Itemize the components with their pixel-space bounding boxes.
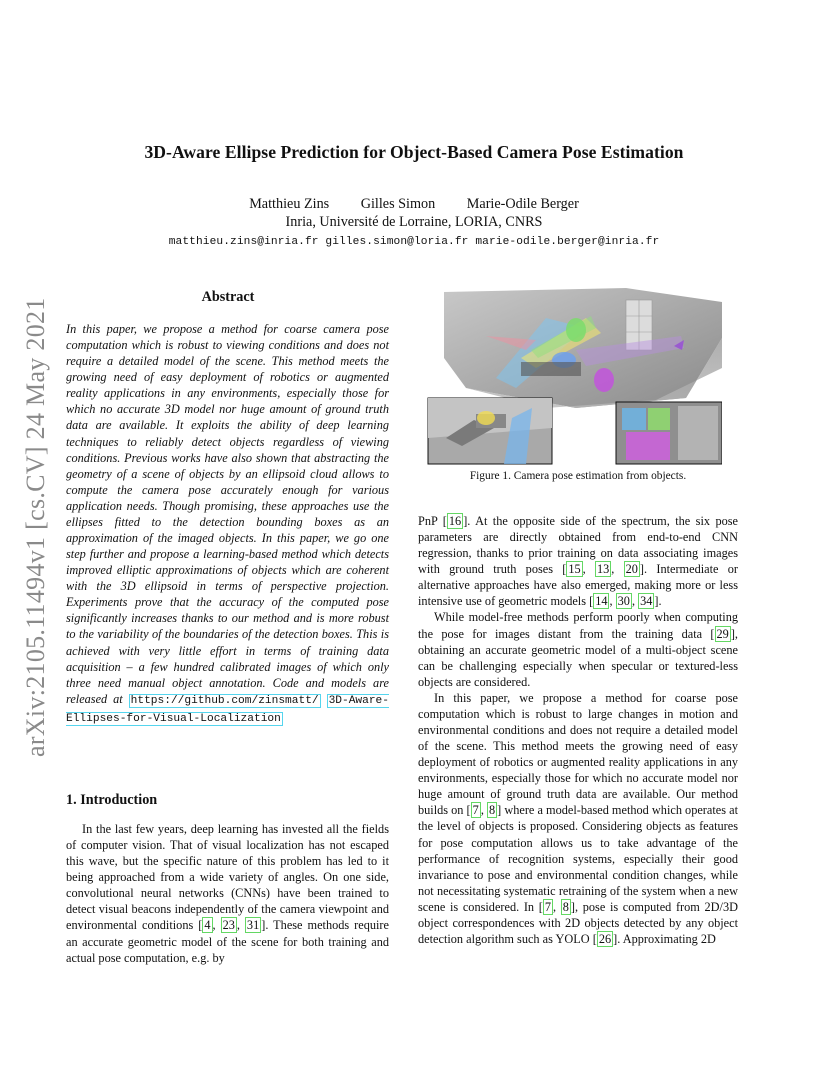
citation-link[interactable]: 16 — [448, 514, 462, 528]
intro-text: ]. These methods require an accurate geometric model of the scene for both training and actual pose computation, e.g. by — [66, 918, 389, 965]
arxiv-watermark: arXiv:2105.11494v1 [cs.CV] 24 May 2021 — [21, 297, 50, 757]
citation-link[interactable]: 23 — [222, 918, 235, 933]
paper-title: 3D-Aware Ellipse Prediction for Object-Based Camera Pose Estimation — [144, 142, 684, 162]
citation-link[interactable]: 13 — [597, 562, 610, 577]
body-text: ]. Intermediate or alternative approaches have also emerged, making more or less intensive use of geometric models [ — [418, 562, 738, 609]
main-render — [444, 288, 722, 408]
body-text: ], obtaining an accurate geometric model of a multi-object scene can be challenging especially when specular or textured-less objects are considered. — [418, 626, 738, 689]
citation-link[interactable]: 7 — [472, 803, 479, 818]
author-name: Gilles Simon — [360, 196, 436, 212]
citation-link[interactable]: 14 — [595, 594, 608, 609]
abstract-body — [66, 321, 389, 727]
body-text: PnP [ — [418, 514, 447, 528]
body-text: ]. Approximating 2D — [613, 932, 716, 947]
author-emails[interactable]: matthieu.zins@inria.fr gilles.simon@loria.fr marie-odile.berger@inria.fr — [168, 236, 660, 248]
inset-right — [616, 402, 722, 464]
author-name: Marie-Odile Berger — [466, 196, 579, 212]
citation-link[interactable]: 15 — [568, 562, 581, 577]
citation-link[interactable]: 8 — [488, 803, 496, 818]
citation-link[interactable]: 7 — [544, 899, 551, 914]
affiliation: Inria, Université de Lorraine, LORIA, CNRS — [285, 214, 543, 230]
citation-link[interactable]: 31 — [246, 918, 260, 933]
author-list — [0, 196, 828, 213]
body-text: While model-free methods perform poorly when computing the pose for images distant from the training data [ — [418, 610, 738, 641]
intro-text: In the last few years, deep learning has invested all the fields of computer vision. That of visual localization has not escaped this wave, but the specific nature of this problem has led to it being approached from a wide variety of angles. On one side, convolutional neural networks (CNNs) have been trained to detect visual beacons independently of the camera viewpoint and environmental conditions [ — [66, 822, 389, 933]
body-text: ]. At the opposite side of the spectrum, the six pose parameters are directly obtained from end-to-end CNN regression, thanks to prior training on data associating images with ground truth poses [ — [418, 514, 738, 577]
citation-link[interactable]: 8 — [562, 899, 569, 914]
inset-left — [428, 398, 552, 464]
figure-caption: Figure 1. Camera pose estimation from objects. — [469, 470, 687, 482]
intro-left-column: In the last few years, deep learning has invested all the fields of computer vision. That of visual localization has not escaped this wave, but the specific nature of this problem has led to it being approached from a wide variety of angles. On one side, convolutional neural networks (CNNs) have been trained to detect visual beacons independently of the camera viewpoint and environmental conditions [ 4 , 23 , 31 ]. These methods require an accurate geometric model of the scene for both training and actual pose computation, e.g. by — [66, 822, 389, 965]
figure-1-image — [426, 288, 722, 466]
citation-link[interactable]: 26 — [598, 932, 612, 947]
body-text: ] where a model-based method which operates at the level of objects is proposed. Considering objects as features for pose computation allows us to take advantage of the performance of recognition systems, especially their good invariance to pose and environmental condition changes, while not necessitating systematic retraining of the system when a new scene is considered. In [ — [418, 803, 738, 914]
abstract-text: In this paper, we propose a method for coarse camera pose computation which is robust to viewing conditions and does not require a detailed model of the scene. This method meets the growing need of easy deployment of robotics or augmented reality applications in any environments, especially those for which no accurate 3D model nor huge amount of ground truth data are available. It exploits the ability of deep learning techniques to reliably detect objects regardless of viewing conditions. Previous works have also shown that abstracting the geometry of a scene of objects by an ellipsoid cloud allows to compute the camera pose accurately enough for various application needs. Though promising, these approaches use the ellipses fitted to the detection bounding boxes as an approximation of the imaged objects. In this paper, we go one step further and propose a learning-based method which detects improved elliptic approximations of objects which are coherent with the 3D ellipsoid in terms of perspective projection. Experiments prove that the accuracy of the computed pose significantly increases thanks to our method and is more robust to the variability of the boundaries of the detection boxes. This is achieved with very little effort in terms of training data acquisition – a few hundred calibrated images of which only three need manual object annotation. Code and models are released at — [66, 322, 389, 706]
author-name: Matthieu Zins — [249, 196, 330, 212]
citation-link[interactable]: 4 — [204, 918, 211, 933]
citation-link[interactable]: 30 — [617, 594, 630, 609]
citation-link[interactable]: 20 — [625, 562, 638, 577]
citation-link[interactable]: 34 — [640, 594, 653, 609]
body-text: In this paper, we propose a method for coarse pose computation which is robust to large changes in motion and environmental conditions and does not require a detailed model of the scene. This method meets the growing need of easy deployment of robotics or augmented reality applications in any environments, especially those for which no accurate model nor huge amount of ground truth data are available. Our method builds on [ — [418, 690, 738, 818]
body-text: ]. — [654, 594, 662, 609]
abstract-heading: Abstract — [201, 289, 255, 305]
code-link[interactable]: https://github.com/zinsmatt/ — [130, 694, 319, 707]
citation-link[interactable]: 29 — [716, 626, 729, 641]
section-heading: 1. Introduction — [66, 792, 158, 808]
code-link[interactable]: 3D-Aware-Ellipses-for-Visual-Localization — [66, 694, 389, 725]
intro-right-column: PnP [ 16 ]. At the opposite side of the spectrum, the six pose parameters are directly obtained from end-to-end CNN regression, thanks to prior training on data associating images with ground truth poses [ 15 , 13 , 20 ]. Intermediate or alternative approaches have also emerged, making more or less intensive use of geometric models [ 14 , 30 , 34 ]. While model-free methods perform poorly when computing the pose for images distant from the training data [ 29 ], obtaining an accurate geometric model of a multi-object scene can be challenging especially when specular or textured-less objects are considered. In this paper, we propose a method for coarse pose computation which is robust to large changes in motion and environmental conditions and does not require a detailed model of the scene. This method meets the growing need of easy deployment of robotics or augmented reality applications in any environments, especially those for which no accurate model nor huge amount of ground truth data are available. Our method builds on [ 7 , 8 ] where a model-based method which operates at the level of objects is proposed. Considering objects as features for pose computation allows us to take advantage of the performance of recognition systems, especially their good invariance to pose and environmental condition changes, while not necessitating systematic retraining of the system when a new scene is considered. In [ 7 , 8 ], pose is computed from 2D/3D object correspondences with 2D objects detected by any object detection algorithm such as YOLO [ 26 ]. Approximating 2D — [418, 514, 739, 947]
body-text: ], pose is computed from 2D/3D object correspondences with 2D objects detected by any object detection algorithm such as YOLO [ — [418, 899, 739, 947]
